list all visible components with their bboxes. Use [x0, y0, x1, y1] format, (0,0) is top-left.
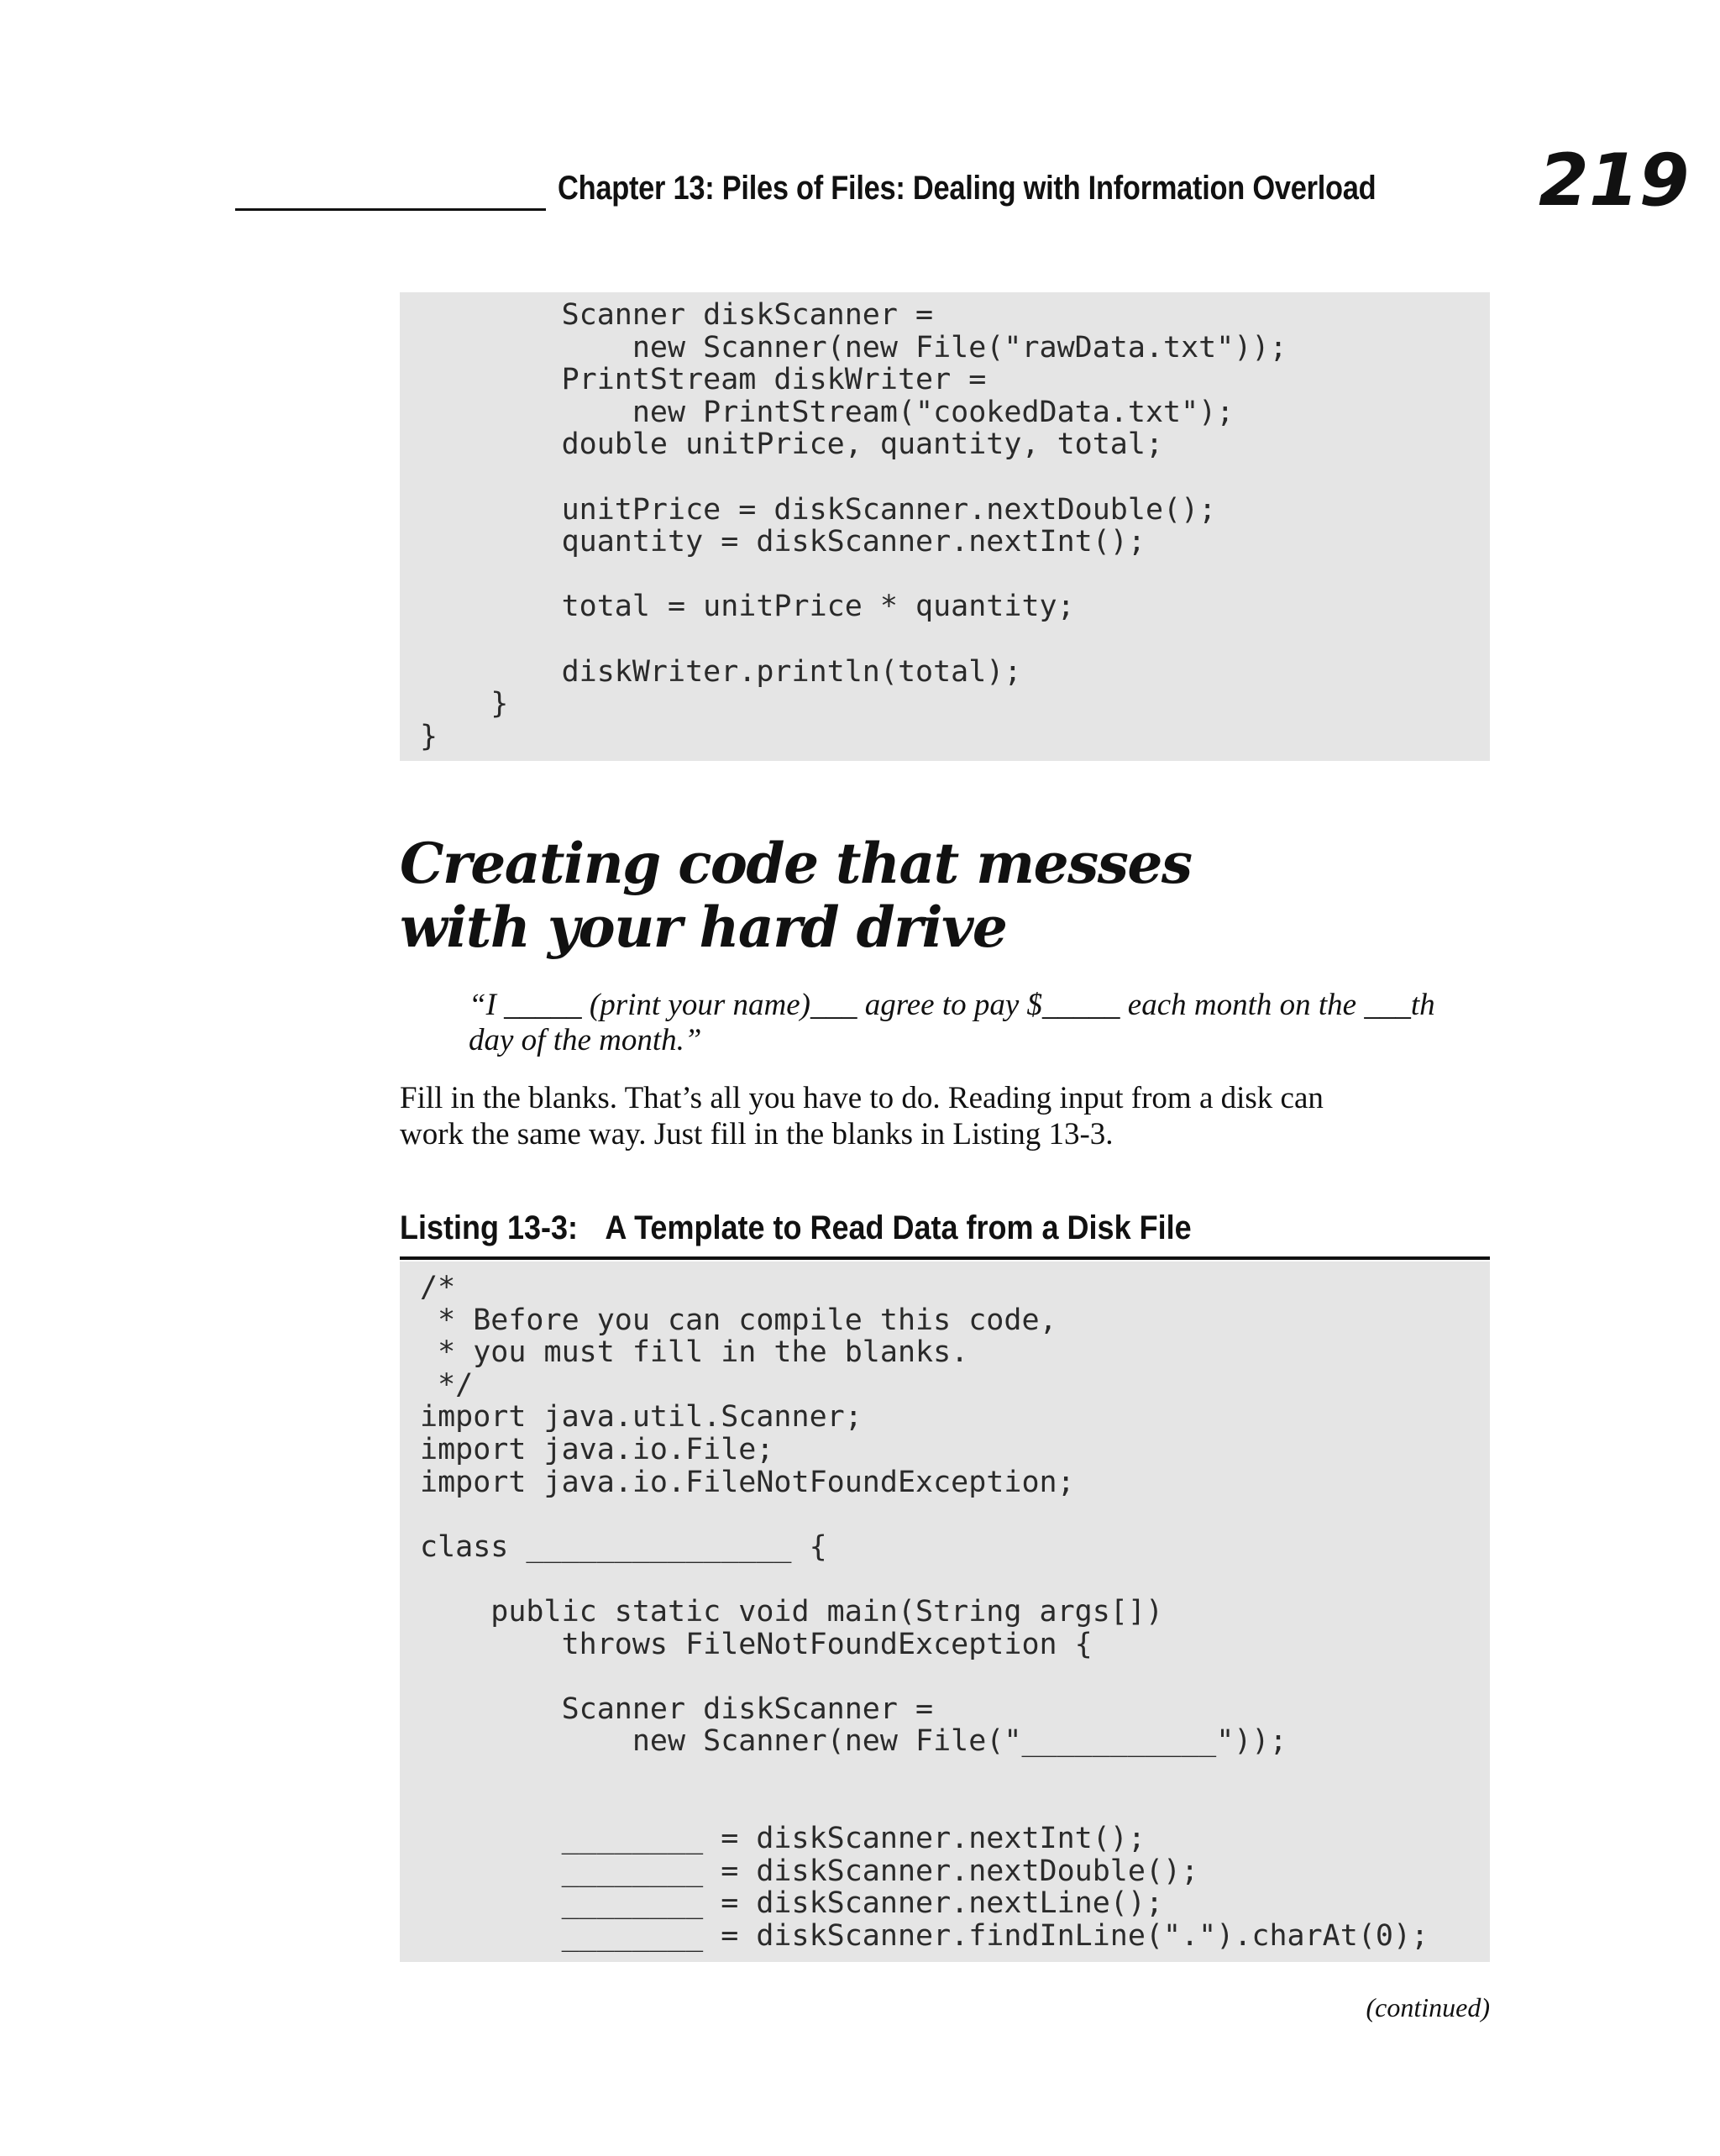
listing-code-block [400, 1262, 1490, 1962]
paragraph-line: work the same way. Just fill in the blanks in Listing 13-3. [400, 1117, 1114, 1151]
listing-title: A Template to Read Data from a Disk File [605, 1209, 1192, 1246]
code-block-continuation [400, 292, 1490, 761]
section-heading [400, 831, 1408, 959]
paragraph-line: Fill in the blanks. That’s all you have to do. Reading input from a disk can [400, 1081, 1324, 1115]
listing-rule [400, 1256, 1490, 1260]
section-heading-line: Creating code that messes [400, 831, 1192, 896]
section-heading-line: with your hard drive [400, 894, 1007, 960]
continued-note: (continued) [1366, 1992, 1490, 2022]
listing-code-text: /* * Before you can compile this code, * you must fill in the blanks. */ import java.util.Scanner; import java.io.File; import java.io.FileNotFoundException; class _______________ { public static void main(String args[]) throws FileNotFoundException { Scanner diskScanner = new Scanner(new File("___________")); ________ = diskScanner.nextInt(); ________ = diskScanner.nextDouble(); ________ = diskScanner.nextLine(); ________ = diskScanner.findInLine(".").charAt(0); [420, 1271, 1429, 1953]
listing-label: Listing 13-3: [400, 1209, 579, 1246]
code-text: Scanner diskScanner = new Scanner(new File("rawData.txt")); PrintStream diskWriter = new PrintStream("cookedData.txt"); double unitPrice, quantity, total; unitPrice = diskScanner.nextDouble(); quantity = diskScanner.nextInt(); total = unitPrice * quantity; diskWriter.println(total); } } [420, 298, 1287, 753]
quote-line: “I _____ (print your name)___ agree to pay $_____ each month on the ___th [469, 988, 1435, 1022]
quote-line: day of the month.” [469, 1023, 702, 1057]
block-quote [469, 988, 1502, 1058]
body-paragraph [400, 1080, 1492, 1152]
chapter-title: Chapter 13: Piles of Files: Dealing with Information Overload [558, 170, 1377, 207]
listing-caption [400, 1209, 1192, 1247]
page-number: 219 [1539, 139, 1690, 223]
header-rule [235, 208, 546, 211]
